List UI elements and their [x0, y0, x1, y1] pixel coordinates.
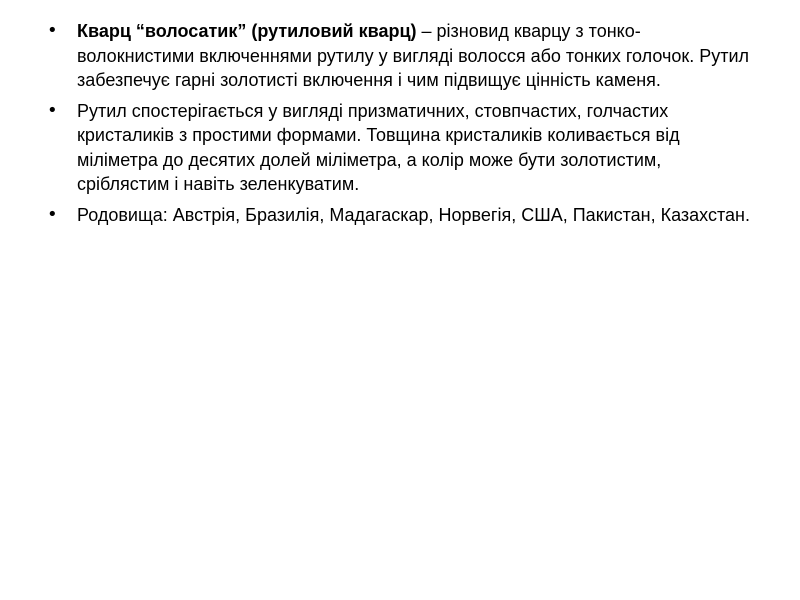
deposits-text: Родовища: Австрія, Бразилія, Мадагаскар, Норвегія, США, Пакистан, Казахстан.: [77, 204, 750, 225]
bullet-item-quartz-definition: [40, 19, 750, 93]
bullet-list: [40, 19, 750, 233]
bullet-item-rutile-description: [40, 99, 750, 197]
bullet-icon: •: [47, 99, 58, 121]
bullet-item-deposits: [40, 203, 750, 228]
term-heading: Кварц “волосатик” (рутиловий кварц): [77, 21, 417, 41]
term-description: – різновид кварцу з тонко-волокнистими включеннями рутилу у вигляді волосся або тонких голочок. Рутил забезпечує гарні золотисті включення і чим підвищує цінність каменя.: [77, 21, 750, 90]
rutile-text: Рутил спостерігається у вигляді призматичних, стовпчастих, голчастих кристаликів з простими формами. Товщина кристаликів коливається від міліметра до десятих долей міліметра, а колір може бути золотистим, сріблястим і навіть зеленкуватим.: [77, 100, 680, 194]
bullet-icon: •: [47, 203, 58, 225]
bullet-icon: •: [47, 20, 58, 41]
